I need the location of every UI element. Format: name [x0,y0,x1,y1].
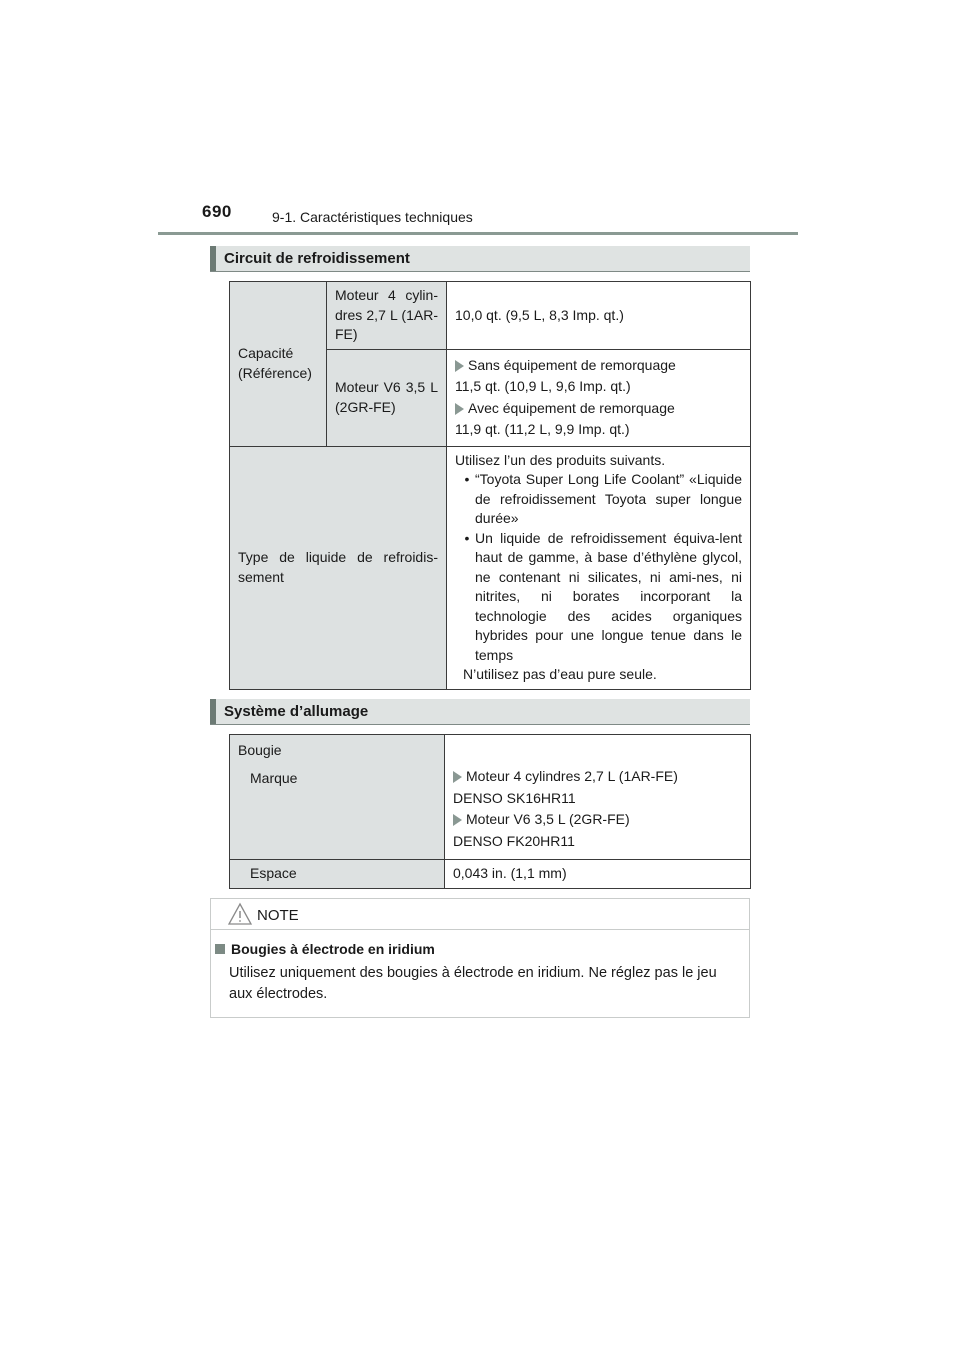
list-item: 11,9 qt. (11,2 L, 9,9 Imp. qt.) [455,421,630,437]
note-box [210,898,750,1018]
ignition-heading-text: Système d’allumage [224,703,369,720]
engine2-label-cell [327,349,447,446]
spark-plug-label: Bougie [238,742,282,758]
note-body: Utilisez uniquement des bougies à électrode en iridium. Ne réglez pas le jeu aux électrodes. [229,965,717,1002]
list-item: • “Toyota Super Long Life Coolant” «Liquide de refroidissement Toyota super longue durée» [455,470,742,529]
coolant-outro: N’utilisez pas d’eau pure seule. [463,666,657,682]
table-row [230,735,751,860]
engine1-value: 10,0 qt. (9,5 L, 8,3 Imp. qt.) [455,306,624,323]
coolant-value-cell [447,446,751,689]
section-title: 9-1. Caractéristiques techniques [272,209,473,225]
table-row [230,282,751,350]
list-item: DENSO FK20HR11 [453,832,575,849]
engine1-label: Moteur 4 cylin-dres 2,7 L (1AR-FE) [335,287,438,342]
header-rule [158,232,798,235]
gap-value-cell [445,860,751,889]
engine1-value-cell [447,282,751,350]
gap-label-cell [230,860,445,889]
arrow-right-icon [455,403,464,415]
spark-plug-label-cell [230,735,445,860]
coolant-label: Type de liquide de refroidis-sement [238,549,438,585]
brand-label: Marque [250,769,298,786]
heading-accent-bar [210,246,216,271]
capacity-label-cell [230,282,327,447]
coolant-intro: Utilisez l’un des produits suivants. [455,451,666,468]
heading-accent-bar [210,699,216,724]
arrow-right-icon [453,771,462,783]
cooling-heading-text: Circuit de refroidissement [224,250,410,267]
gap-label: Espace [250,865,297,881]
bullet-icon: • [464,471,470,487]
brand-value-cell [445,735,751,860]
ignition-section-heading [210,699,750,725]
list-item: Moteur 4 cylindres 2,7 L (1AR-FE) [453,767,742,787]
engine2-value-cell [447,349,751,446]
list-item: Moteur V6 3,5 L (2GR-FE) [453,810,742,830]
list-item: Avec équipement de remorquage [455,399,742,419]
table-row [230,446,751,689]
coolant-label-cell [230,446,447,689]
table-row [230,860,751,889]
note-subheading: Bougies à électrode en iridium [215,941,435,957]
list-item: DENSO SK16HR11 [453,789,576,806]
ignition-table [229,734,751,889]
bullet-icon: • [464,529,470,546]
list-item: • Un liquide de refroidissement équiva-lent haut de gamme, à base d’éthylène glycol, ne contenant ni silicates, ni ami-nes, ni nitrites, ni borates incorporant la technologie des acides organiques hybrides pour une longue tenue dans le temps [455,529,742,666]
note-label: NOTE [257,907,299,924]
arrow-right-icon [453,814,462,826]
page-number: 690 [202,202,232,221]
engine1-label-cell [327,282,447,350]
list-item: 11,5 qt. (10,9 L, 9,6 Imp. qt.) [455,378,631,394]
list-item: Sans équipement de remorquage [455,356,742,376]
page-header [0,0,960,240]
cooling-table [229,281,751,690]
capacity-label: Capacité (Référence) [238,345,312,381]
cooling-section-heading [210,246,750,272]
engine2-label: Moteur V6 3,5 L (2GR-FE) [335,379,438,415]
warning-triangle-icon [227,902,253,926]
arrow-right-icon [455,360,464,372]
gap-value: 0,043 in. (1,1 mm) [453,865,567,881]
note-header [211,899,749,930]
square-bullet-icon [215,944,225,954]
